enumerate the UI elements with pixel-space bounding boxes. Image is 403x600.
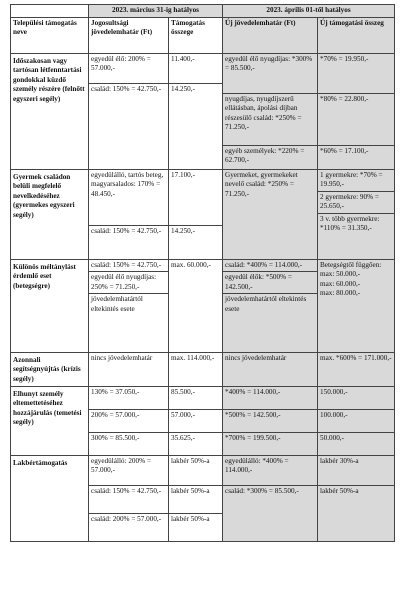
- category-child-aid: Gyermek családon belüli megfelelő nevelkedéséhez (gyermekes egyszeri segély): [11, 169, 89, 259]
- blank-corner: [11, 5, 89, 18]
- table-cell: max. *600% = 171.000,-: [318, 352, 395, 386]
- table-cell: nincs jövedelemhatár: [223, 352, 318, 386]
- table-cell: max: 80.000,-: [320, 289, 361, 297]
- table-cell: 1 gyermekre: *70% = 19.950,-: [320, 170, 383, 188]
- period-new-header: 2023. április 01-től hatályos: [223, 5, 395, 18]
- category-special-case: Különös méltánylást érdemlő eset (betegségre): [11, 259, 89, 352]
- special-new-limits-cell: [223, 259, 318, 352]
- col-header-old-limit: Jogosultsági jövedelemhatár (Ft): [89, 17, 169, 53]
- table-cell: max. 60.000,-: [169, 259, 223, 352]
- table-cell: 3 v. több gyermekre: *110% = 31.350,-: [318, 213, 394, 235]
- table-cell: Gyermeket, gyermekeket nevelő család: *250% = 71.250,-: [223, 169, 318, 259]
- table-cell: *60% = 17.100,-: [318, 145, 395, 169]
- col-header-old-amount: Támogatás összege: [169, 17, 223, 53]
- table-cell: egyedülálló: 200% = 57.000,-: [89, 455, 169, 485]
- col-header-name: Települési támogatás neve: [11, 17, 89, 53]
- table-cell: nincs jövedelemhatár: [89, 352, 169, 386]
- category-rent-support: Lakbértámogatás: [11, 455, 89, 541]
- table-cell: 300% = 85.500,-: [89, 432, 169, 455]
- special-old-limits-cell: [89, 259, 169, 352]
- table-cell: család: 150% = 42.750,-: [89, 83, 169, 169]
- table-cell: egyéb személyek: *220% = 62.700,-: [223, 145, 318, 169]
- table-cell: lakbér 50%-a: [169, 455, 223, 485]
- category-adult-aid: Időszakosan vagy tartósan létfenntartási gondokkal küzdő személy részére (felnőtt egyszeri segély): [11, 53, 89, 169]
- table-cell: *80% = 22.800,-: [318, 93, 395, 145]
- table-cell: max: 50.000,-: [320, 270, 361, 278]
- table-cell: egyedül élő nyugdíjas: 250% = 71.250,-: [89, 271, 168, 293]
- table-cell: 35.625,-: [169, 432, 223, 455]
- table-cell: család: *300% = 85.500,-: [223, 485, 318, 541]
- table-cell: 17.100,-: [169, 169, 223, 225]
- child-amounts-cell: [318, 169, 395, 259]
- table-cell: 2 gyermekre: 90% = 25.650,-: [318, 191, 394, 213]
- table-cell: jövedelemhatártól eltekintés esete: [223, 293, 317, 315]
- table-cell: *70% = 19.950,-: [318, 53, 395, 93]
- table-cell: *400% = 114.000,-: [223, 386, 318, 409]
- table-cell: max. 114.000,-: [169, 352, 223, 386]
- table-cell: 14.250,-: [169, 83, 223, 169]
- table-cell: egyedülálló: *400% = 114.000,-: [223, 455, 318, 485]
- table-cell: egyedülálló, tartós beteg, magyarsalados: 170% = 48.450,-: [89, 169, 169, 225]
- table-cell: nyugdíjas, nyugdíjszerű ellátásban, ápolási díjban részesülő család: *250% = 71.250,-: [223, 93, 318, 145]
- table-cell: család: 150% = 42.750,-: [91, 260, 162, 269]
- table-cell: egyedül élő nyugdíjas: *300% = 85.500,-: [223, 53, 318, 93]
- table-cell: lakbér 50%-a: [169, 485, 223, 513]
- table-cell: Betegségtől függően:: [320, 260, 382, 269]
- table-cell: egyedül élők: *500% = 142.500,-: [223, 271, 317, 293]
- table-cell: 100.000,-: [318, 409, 395, 432]
- table-cell: 85.500,-: [169, 386, 223, 409]
- table-cell: 200% = 57.000,-: [89, 409, 169, 432]
- support-comparison-table: [10, 4, 395, 542]
- table-cell: család: 150% = 42.750,-: [89, 225, 169, 259]
- table-cell: 50.000,-: [318, 432, 395, 455]
- special-new-amount-cell: [318, 259, 395, 352]
- table-cell: 150.000,-: [318, 386, 395, 409]
- table-cell: *500% = 142.500,-: [223, 409, 318, 432]
- table-cell: *700% = 199.500,-: [223, 432, 318, 455]
- category-funeral-aid: Elhunyt személy eltemettetéséhez hozzájárulás (temetési segély): [11, 386, 89, 455]
- table-cell: 130% = 37.050,-: [89, 386, 169, 409]
- table-cell: lakbér 50%-a: [318, 485, 395, 541]
- table-cell: család: *400% = 114.000,-: [225, 260, 303, 269]
- table-cell: család: 200% = 57.000,-: [89, 513, 169, 541]
- table-cell: család: 150% = 42.750,-: [89, 485, 169, 513]
- document-page: [10, 4, 394, 542]
- category-crisis-aid: Azonnali segítségnyújtás (krízis segély): [11, 352, 89, 386]
- table-cell: lakbér 50%-a: [169, 513, 223, 541]
- col-header-new-limit: Új jövedelemhatár (Ft): [223, 17, 318, 53]
- table-cell: 14.250,-: [169, 225, 223, 259]
- table-cell: max: 60.000,-: [320, 279, 361, 288]
- table-cell: lakbér 30%-a: [318, 455, 395, 485]
- table-cell: jövedelemhatártól eltekintés esete: [89, 293, 168, 315]
- table-cell: egyedül élő: 200% = 57.000,-: [89, 53, 169, 83]
- period-old-header: 2023. március 31-ig hatályos: [89, 5, 223, 18]
- table-cell: 57.000,-: [169, 409, 223, 432]
- table-cell: 11.400,-: [169, 53, 223, 83]
- col-header-new-amount: Új támogatási összeg: [318, 17, 395, 53]
